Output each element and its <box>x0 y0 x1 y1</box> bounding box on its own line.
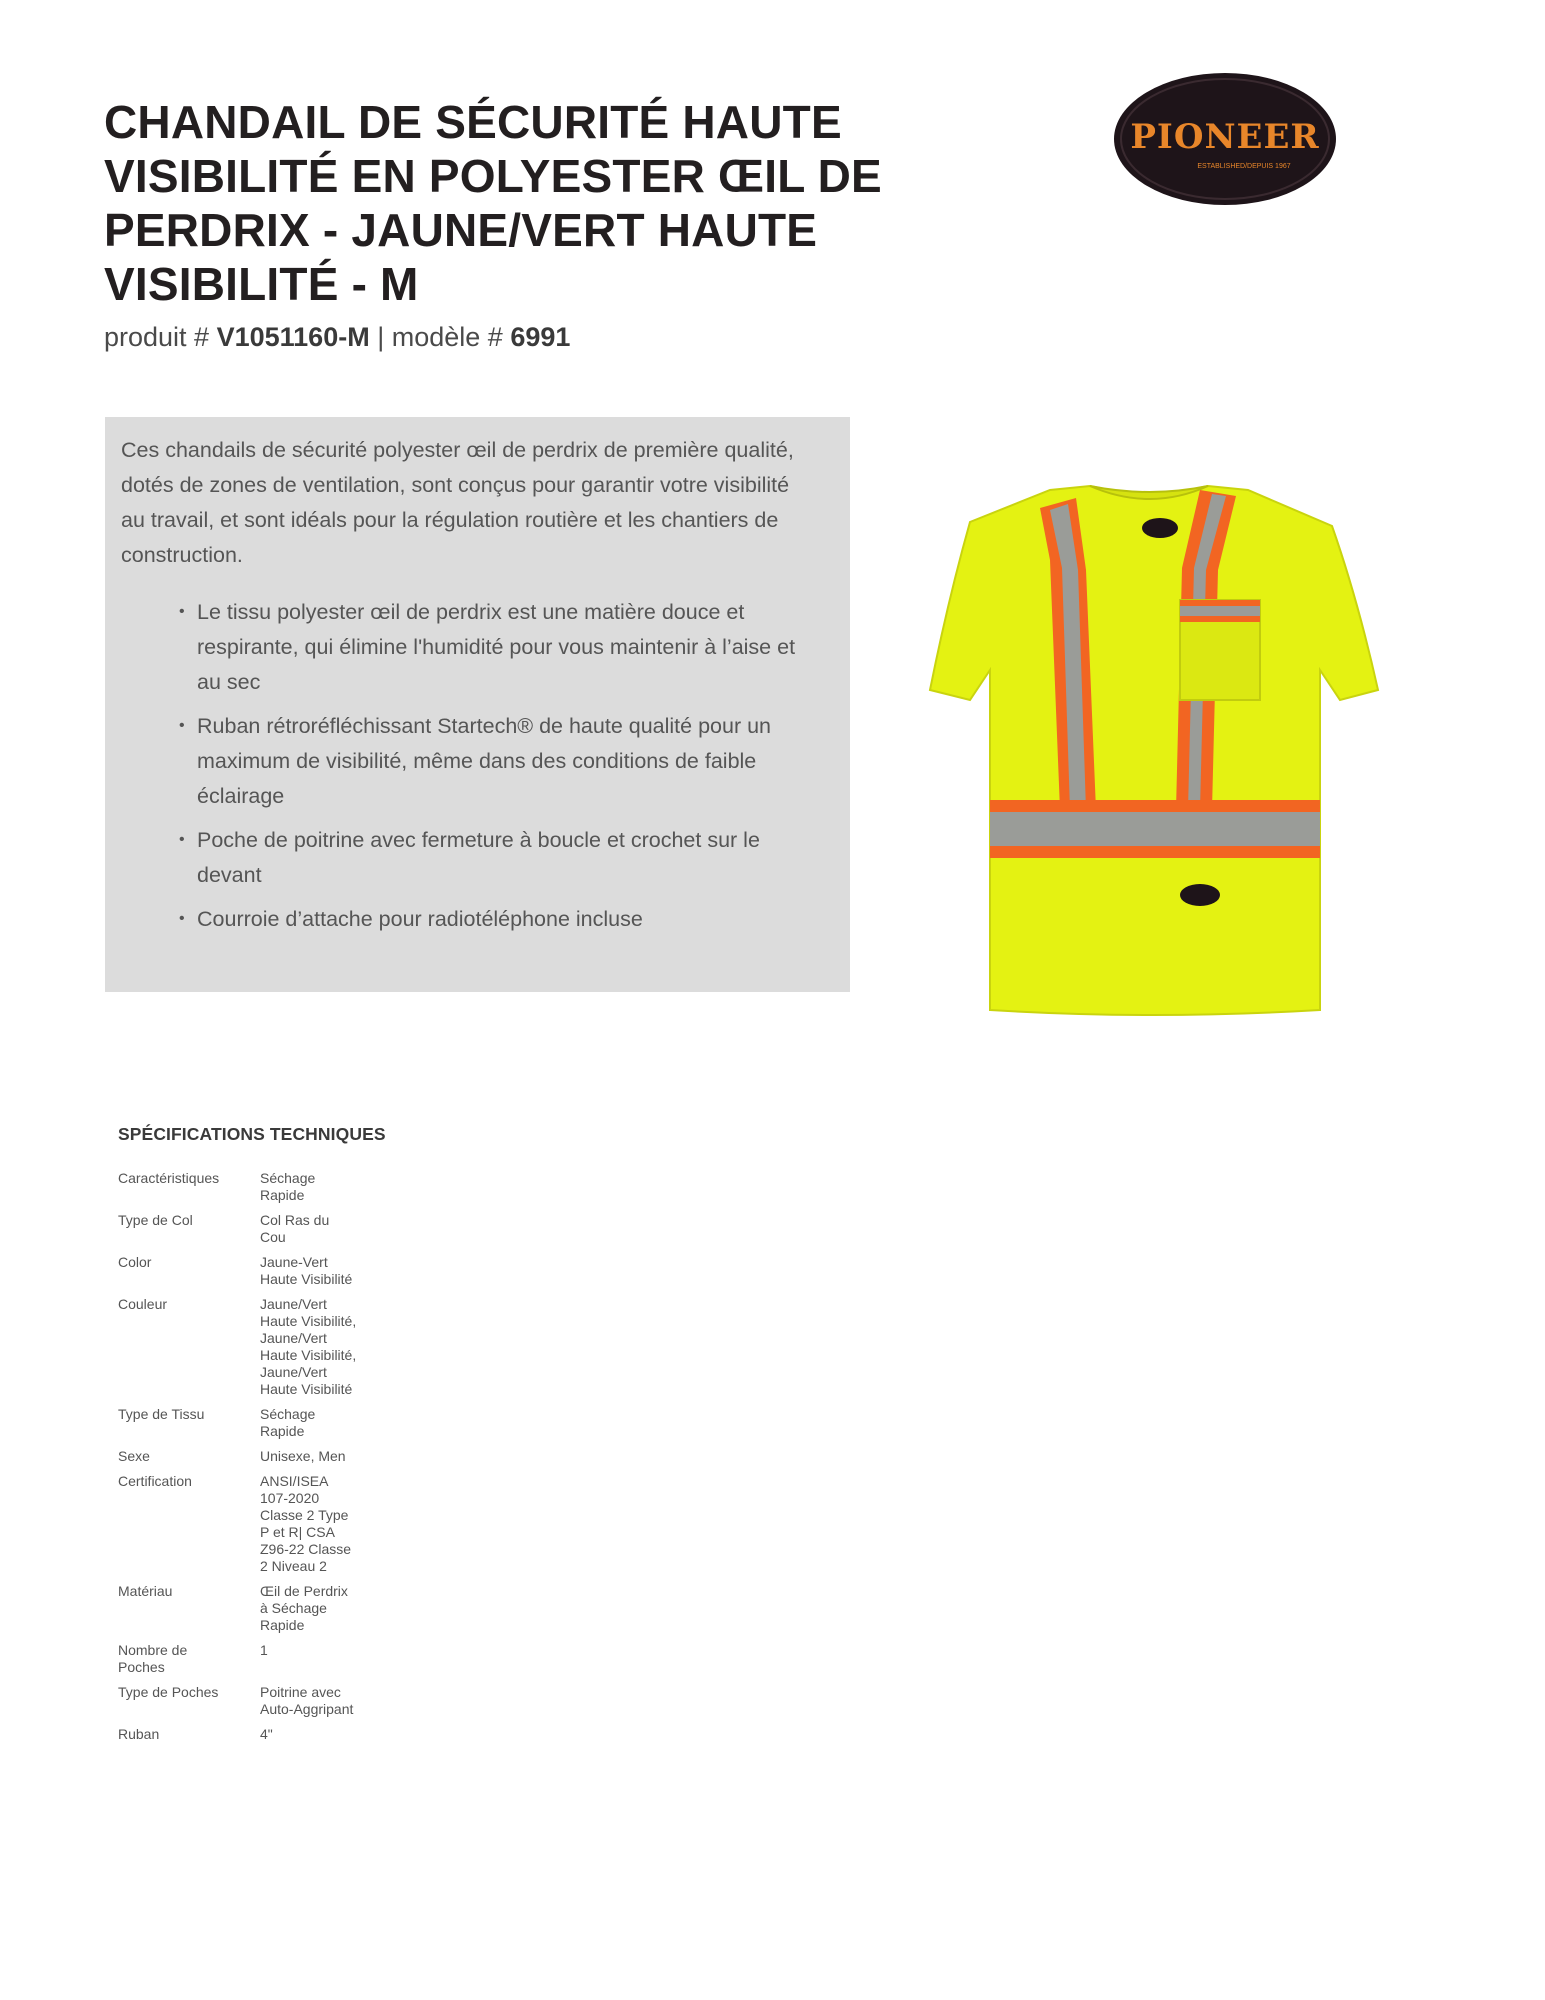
specs-table <box>118 1170 370 1751</box>
product-number: V1051160-M <box>216 322 370 352</box>
product-shirt-image <box>900 450 1400 1030</box>
title-line: PERDRIX - JAUNE/VERT HAUTE <box>104 204 818 256</box>
product-label: produit # <box>104 322 217 352</box>
spec-row <box>118 1448 370 1473</box>
spec-label: Sexe <box>118 1448 150 1464</box>
intro-line: dotés de zones de ventilation, sont conçus pour garantir votre visibilité <box>121 473 790 497</box>
spec-value: Œil de Perdrix à Séchage Rapide <box>260 1583 348 1633</box>
shirt-body <box>930 486 1378 1015</box>
spec-row <box>118 1296 370 1406</box>
spec-label: Type de Col <box>118 1212 193 1228</box>
hem-logo-badge <box>1180 884 1220 906</box>
pocket-flap-tape <box>1180 606 1260 616</box>
spec-row <box>118 1684 370 1726</box>
spec-label: Color <box>118 1254 152 1270</box>
title-line: VISIBILITÉ - M <box>104 258 419 310</box>
description-box <box>105 417 850 992</box>
separator: | <box>369 322 392 352</box>
title-line: CHANDAIL DE SÉCURITÉ HAUTE <box>104 96 842 148</box>
title-line: VISIBILITÉ EN POLYESTER ŒIL DE <box>104 150 882 202</box>
spec-label: Ruban <box>118 1726 160 1742</box>
description-intro <box>121 433 832 573</box>
spec-value: Unisexe, Men <box>260 1448 346 1464</box>
horizontal-band-tape <box>990 812 1320 846</box>
spec-label: Type de Tissu <box>118 1406 205 1422</box>
spec-value: Séchage Rapide <box>260 1406 316 1439</box>
feature-item: • Poche de poitrine avec fermeture à boucle et crochet sur le devant <box>181 823 832 893</box>
model-number: 6991 <box>510 322 571 352</box>
spec-value: ANSI/ISEA 107-2020 Classe 2 Type P et R| CSA Z96-22 Classe 2 Niveau 2 <box>260 1473 352 1574</box>
product-identifiers <box>104 322 570 353</box>
page-title <box>104 95 964 311</box>
feature-list <box>121 595 832 937</box>
spec-label: Nombre de Poches <box>118 1642 188 1675</box>
feature-item: • Le tissu polyester œil de perdrix est une matière douce et respirante, qui élimine l'humidité pour vous maintenir à l’aise et au sec <box>181 595 832 700</box>
spec-label: Couleur <box>118 1296 168 1312</box>
spec-value: 4" <box>260 1726 273 1742</box>
spec-row <box>118 1406 370 1448</box>
spec-value: Col Ras du Cou <box>260 1212 330 1245</box>
spec-value: Jaune-Vert Haute Visibilité <box>260 1254 353 1287</box>
intro-line: Ces chandails de sécurité polyester œil de perdrix de première qualité, <box>121 438 794 462</box>
logo-tagline: ESTABLISHED/DEPUIS 1967 <box>1197 163 1291 170</box>
spec-label: Matériau <box>118 1583 173 1599</box>
feature-item: • Courroie d’attache pour radiotéléphone incluse <box>181 902 832 937</box>
spec-row <box>118 1583 370 1642</box>
spec-row <box>118 1726 370 1751</box>
spec-value: Séchage Rapide <box>260 1170 316 1203</box>
spec-row <box>118 1170 370 1212</box>
spec-label: Caractéristiques <box>118 1170 220 1186</box>
spec-row <box>118 1473 370 1583</box>
specs-title: SPÉCIFICATIONS TECHNIQUES <box>118 1124 386 1144</box>
spec-value: 1 <box>260 1642 268 1658</box>
spec-row <box>118 1254 370 1296</box>
intro-line: au travail, et sont idéals pour la régulation routière et les chantiers de <box>121 508 779 532</box>
pioneer-logo <box>1112 70 1338 208</box>
model-label: modèle # <box>391 322 511 352</box>
logo-brand: PIONEER <box>1130 117 1320 157</box>
spec-label: Type de Poches <box>118 1684 219 1700</box>
chest-logo-badge <box>1142 518 1178 538</box>
intro-line: construction. <box>121 543 243 567</box>
spec-row <box>118 1642 370 1684</box>
feature-item: • Ruban rétroréfléchissant Startech® de haute qualité pour un maximum de visibilité, même dans des conditions de faible éclairage <box>181 709 832 814</box>
spec-label: Certification <box>118 1473 192 1489</box>
spec-value: Jaune/Vert Haute Visibilité, Jaune/Vert Haute Visibilité, Jaune/Vert Haute Visibilité <box>260 1296 357 1397</box>
spec-row <box>118 1212 370 1254</box>
spec-value: Poitrine avec Auto-Aggripant <box>260 1684 354 1717</box>
